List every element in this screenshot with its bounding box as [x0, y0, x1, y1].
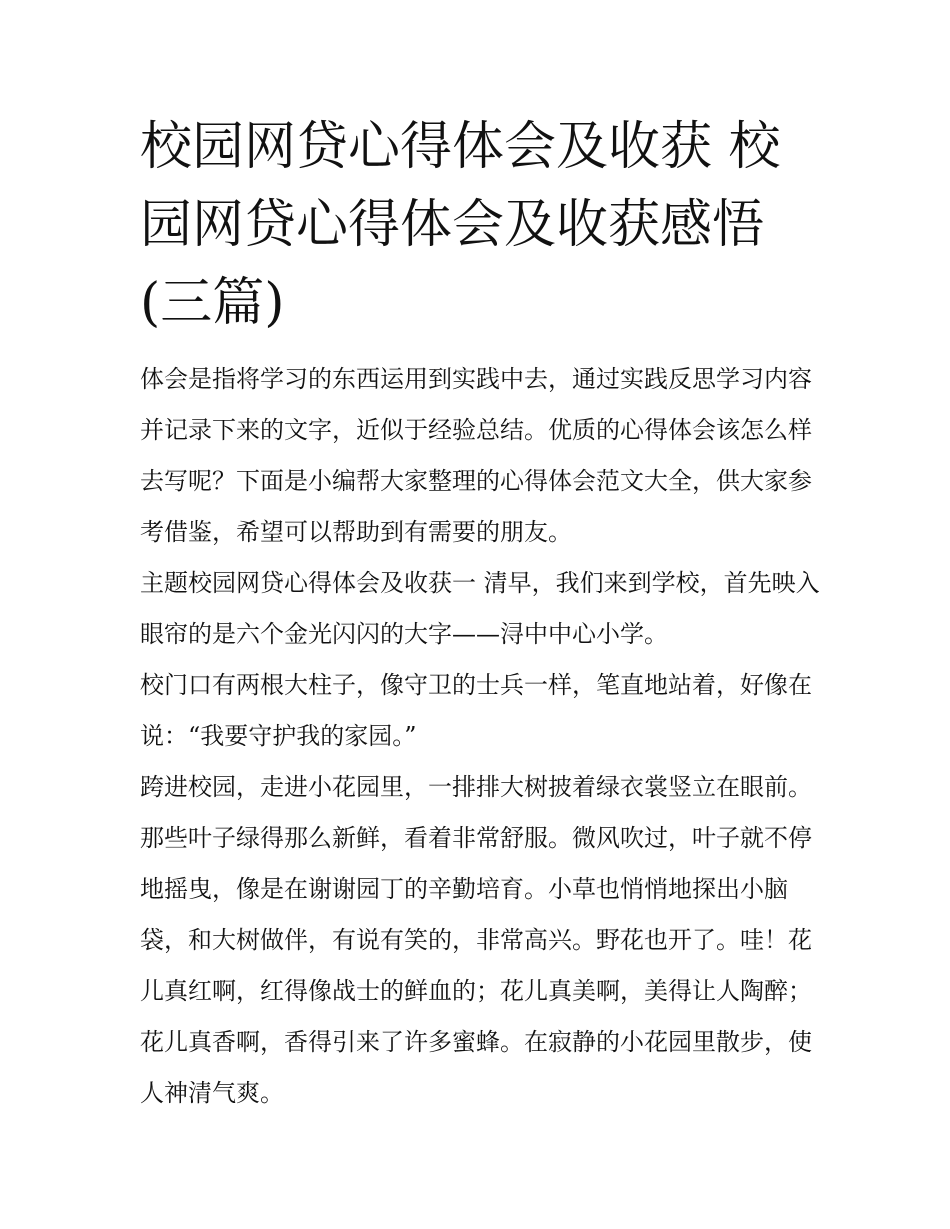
paragraph-garden: 跨进校园，走进小花园里，一排排大树披着绿衣裳竖立在眼前。那些叶子绿得那么新鲜，看着非常舒服。微风吹过，叶子就不停地摇曳，像是在谢谢园丁的辛勤培育。小草也悄悄地探出小脑袋，和大树做伴，有说有笑的，非常高兴。野花也开了。哇！花儿真红啊，红得像战士的鲜血的；花儿真美啊，美得让人陶醉；花儿真香啊，香得引来了许多蜜蜂。在寂静的小花园里散步，使人神清气爽。: [140, 773, 812, 1107]
document-body: [140, 108, 820, 1119]
paragraph-intro: 体会是指将学习的东西运用到实践中去，通过实践反思学习内容并记录下来的文字，近似于经验总结。优质的心得体会该怎么样去写呢？下面是小编帮大家整理的心得体会范文大全，供大家参考借鉴，希望可以帮助到有需要的朋友。: [140, 365, 812, 546]
paragraph-school-gate: 校门口有两根大柱子，像守卫的士兵一样，笔直地站着，好像在说：“我要守护我的家园。”: [140, 671, 812, 750]
paragraph-theme-one: 主题校园网贷心得体会及收获一 清早，我们来到学校，首先映入眼帘的是六个金光闪闪的大字——浔中中心小学。: [140, 569, 820, 648]
document-title: 校园网贷心得体会及收获 校园网贷心得体会及收获感悟(三篇): [140, 117, 781, 333]
